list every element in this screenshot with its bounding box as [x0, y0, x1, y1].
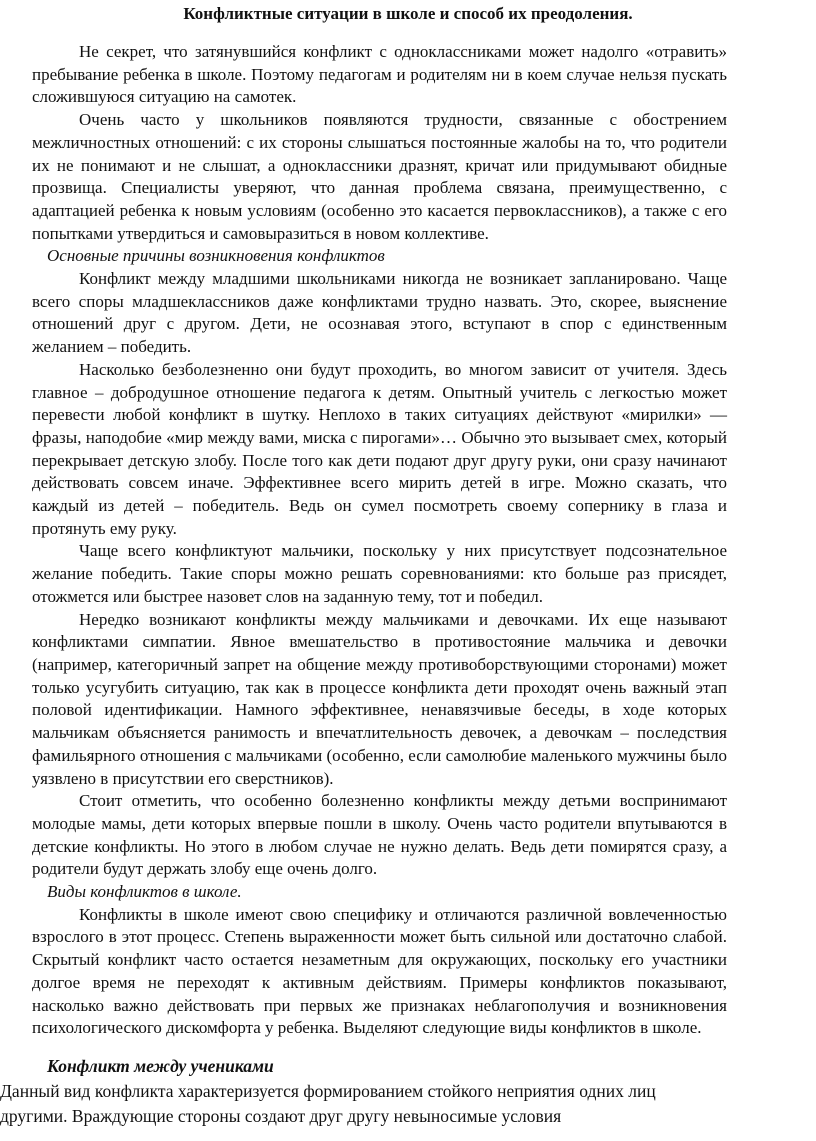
paragraph-types: Конфликты в школе имеют свою специфику и отличаются различной вовлеченностью взрослого в этот процесс. Степень выраженности может быть сильной или достаточно слабой. Скрытый конфликт часто остается незаметным для окружающих, поскольку его участники долгое время не переходят к активным действиям. Примеры конфликтов показывают, насколько важно действовать при первых же признаках неблагополучия и возникновения психологического дискомфорта у ребенка. Выделяют следующие виды конфликтов в школе. — [32, 904, 727, 1038]
paragraph-causes-5: Стоит отметить, что особенно болезненно конфликты между детьми воспринимают молодые мамы, дети которых впервые пошли в школу. Очень часто родители впутываются в детские конфликты. Но этого в любом случае не нужно делать. Ведь дети помирятся сразу, а родители будут держать злобу еще очень долго. — [32, 791, 727, 879]
document-tail — [0, 1054, 780, 1129]
subhead-causes: Основные причины возникновения конфликтов — [47, 246, 385, 266]
subhead-students: Конфликт между учениками — [47, 1056, 274, 1076]
students-line-2: другими. Враждующие стороны создают друг другу невыносимые условия — [0, 1106, 562, 1126]
document-body — [32, 41, 727, 1040]
paragraph-intro: Не секрет, что затянувшийся конфликт с одноклассниками может надолго «отравить» пребывание ребенка в школе. Поэтому педагогам и родителям ни в коем случае нельзя пускать сложившуюся ситуацию на самотек. — [32, 42, 727, 107]
paragraph-causes-4: Нередко возникают конфликты между мальчиками и девочками. Их еще называют конфликтами симпатии. Явное вмешательство в противостояние мальчика и девочки (например, категоричный запрет на общение между противоборствующими сторонами) может только усугубить ситуацию, так как в процессе конфликта дети проходят очень важный этап половой идентификации. Намного эффективнее, ненавязчивые беседы, в ходе которых мальчикам объясняется ранимость и впечатлительность девочек, а девочкам – последствия фамильярного отношения с мальчиками (особенно, если самолюбие маленького мужчины было уязвлено в присутствии его сверстников). — [32, 609, 727, 788]
paragraph-causes-3: Чаще всего конфликтуют мальчики, поскольку у них присутствует подсознательное желание победить. Такие споры можно решать соревнованиями: кто больше раз присядет, отожмется или быстрее назовет слов на заданную тему, тот и победил. — [32, 541, 727, 606]
document-title: Конфликтные ситуации в школе и способ их преодоления. — [183, 4, 633, 23]
paragraph-causes-2: Насколько безболезненно они будут проходить, во многом зависит от учителя. Здесь главное – добродушное отношение педагога к детям. Опытный учитель с легкостью может перевести любой конфликт в шутку. Неплохо в таких ситуациях действуют «мирилки» — фразы, наподобие «мир между вами, миска с пирогами»… Обычно это вызывает смех, который перекрывает детскую злобу. После того как дети подают друг другу руки, они сразу начинают действовать совсем иначе. Эффективнее всего мирить детей в игре. Можно сказать, что каждый из детей – победитель. Ведь он сумел посмотреть своему сопернику в глаза и протянуть ему руку. — [32, 359, 727, 538]
paragraph-causes-1: Конфликт между младшими школьниками никогда не возникает запланировано. Чаще всего споры младшеклассников даже конфликтами трудно назвать. Это, скорее, выяснение отношений друг с другом. Дети, не осознавая этого, вступают в спор с единственным желанием – победить. — [32, 269, 727, 357]
students-line-1: Данный вид конфликта характеризуется формированием стойкого неприятия одних лиц — [0, 1081, 656, 1101]
paragraph-difficulties: Очень часто у школьников появляются трудности, связанные с обострением межличностных отношений: с их стороны слышаться постоянные жалобы на то, что родители их не понимают и не слышат, а одноклассники дразнят, кричат или придумывают обидные прозвища. Специалисты уверяют, что данная проблема связана, преимущественно, с адаптацией ребенка к новым условиям (особенно это касается первоклассников), а также с его попытками утвердиться и самовыразиться в новом коллективе. — [32, 110, 727, 243]
subhead-types: Виды конфликтов в школе. — [47, 882, 242, 902]
